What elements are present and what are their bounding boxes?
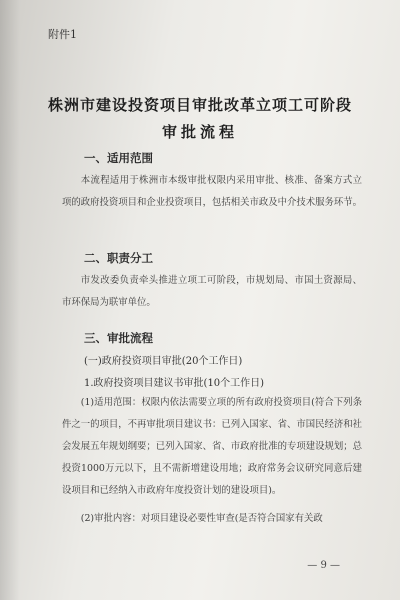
document-title-line1: 株洲市建设投资项目审批改革立项工可阶段 [47,96,352,114]
process-paragraph-content: (2)审批内容：对项目建设必要性审查(是否符合国家有关政 [80,513,323,524]
page-edge-shadow [0,0,20,600]
process-paragraph-scope: (1)适用范围：权限内依法需要立项的所有政府投资项目(符合下列条件之一的项目，不再审批项目建议书：已列入国家、省、市国民经济和社会发展五年规划纲要；已列入国家、省、市政府批准的专项建设规划；总投资1000万元以下，且不需新增建设用地；政府常务会议研究同意后建设项目和已经纳入市政府年度投资计划的建设项目)。 [62,397,363,496]
section-paragraph-duties: 市发改委负责牵头推进立项工可阶段，市规划局、市国土资源局、市环保局为联审单位。 [62,275,362,308]
section-heading-process: 三、审批流程 [84,331,153,345]
section-heading-duties: 二、职责分工 [84,251,153,265]
page-number: — 9 — [307,560,340,571]
section-paragraph-scope: 本流程适用于株洲市本级审批权限内采用审批、核准、备案方式立项的政府投资项目和企业投资项目，包括相关市政及中介技术服务环节。 [62,175,363,208]
attachment-label: 附件1 [48,28,77,41]
document-title-line2: 审批流程 [161,123,238,141]
subheading-proposal-approval: 1.政府投资项目建议书审批(10个工作日) [84,378,265,389]
section-heading-scope: 一、适用范围 [84,151,153,165]
subheading-government-projects: (一)政府投资项目审批(20个工作日) [84,356,243,367]
